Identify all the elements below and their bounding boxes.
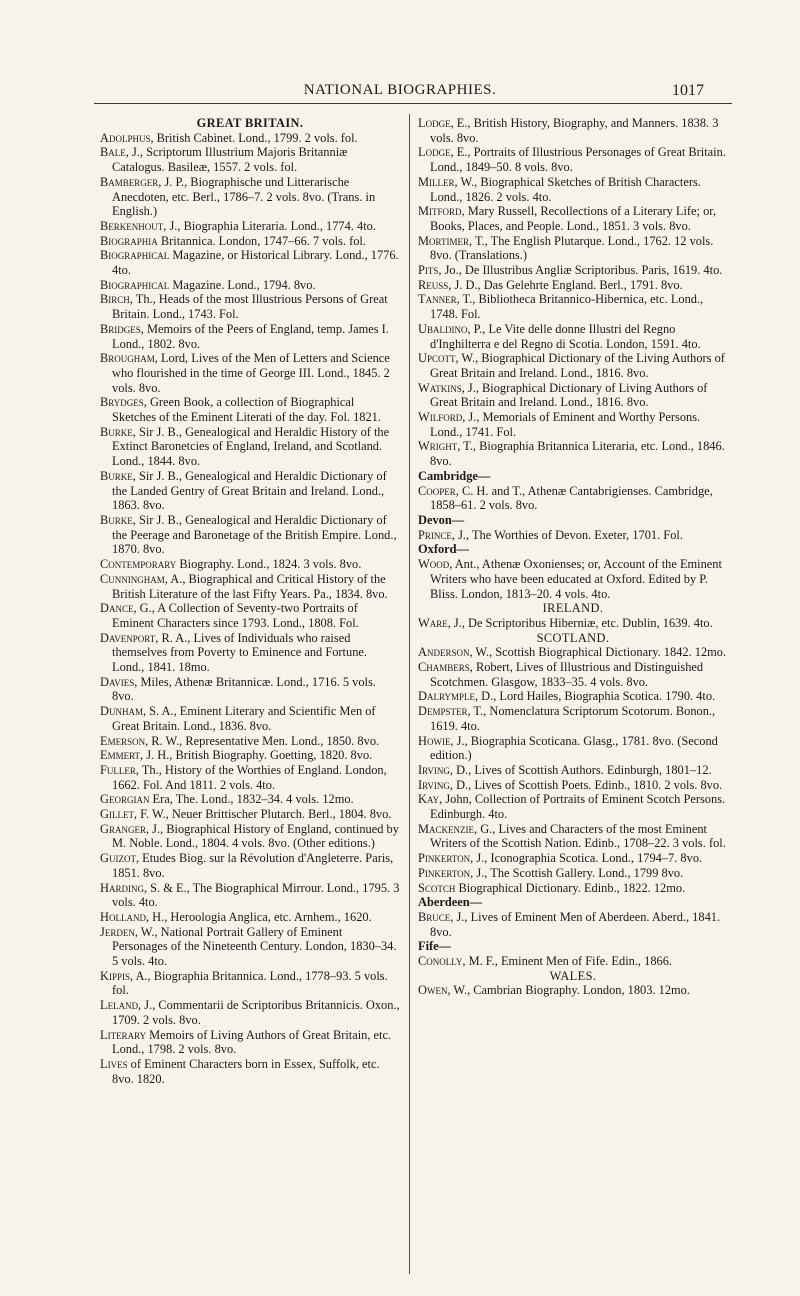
entry-author: Bruce, (418, 909, 454, 924)
subsection-heading: Aberdeen— (418, 895, 483, 910)
entry-text: Th., History of the Worthies of England. London, 1662. Fol. And 1811. 2 vols. 4to. (112, 762, 387, 792)
entry-text: J., Biographical History of England, continued by M. Noble. Lond., 1804. 4 vols. 8vo. (Other editions.) (112, 821, 399, 851)
entry-text: E., British History, Biography, and Manners. 1838. 3 vols. 8vo. (430, 116, 719, 145)
entry-author: Biographia (100, 233, 158, 248)
entry-text: G., Lives and Characters of the most Eminent Writers of the Scottish Nation. Edinb., 1708–22. 3 vols. fol. (430, 821, 726, 851)
entry-text: John, Collection of Portraits of Eminent Scotch Persons. Edinburgh. 4to. (430, 792, 726, 822)
entry-author: Guizot, (100, 851, 140, 866)
entry-author: Burke, (100, 512, 136, 527)
bibliography-entry (100, 748, 400, 763)
entry-text: D., Lives of Scottish Poets. Edinb., 1810. 2 vols. 8vo. (453, 777, 723, 792)
entry-text: J., Scriptorum Illustrium Majoris Britanniæ Catalogus. Basileæ, 1557. 2 vols. fol. (112, 145, 348, 175)
bibliography-entry (100, 557, 400, 572)
entry-author: Conolly, (418, 954, 466, 969)
entry-author: Lodge, (418, 145, 454, 160)
bibliography-entry (418, 910, 728, 939)
entry-author: Wilford, (418, 410, 466, 425)
entry-author: Watkins, (418, 380, 465, 395)
entry-author: Bridges, (100, 321, 144, 336)
entry-text: W., Cambrian Biography. London, 1803. 12mo. (450, 983, 690, 998)
entry-author: Dalrymple, (418, 689, 479, 704)
entry-author: Pinkerton, (418, 865, 474, 880)
entry-author: Burke, (100, 468, 136, 483)
running-title: NATIONAL BIOGRAPHIES. (303, 82, 497, 98)
bibliography-entry (418, 116, 728, 145)
entry-author: Cunningham, (100, 571, 168, 586)
entry-author: Pits, (418, 263, 442, 278)
bibliography-entry (418, 763, 728, 778)
subsection-heading: Oxford— (418, 542, 469, 557)
bibliography-entry (100, 807, 400, 822)
bibliography-entry (418, 410, 728, 439)
entry-author: Mortimer, (418, 233, 473, 248)
entry-text: J., Lives of Eminent Men of Aberdeen. Aberd., 1841. 8vo. (430, 909, 721, 939)
bibliography-entry (100, 395, 400, 424)
entry-author: Contemporary (100, 557, 177, 572)
bibliography-entry (100, 925, 400, 969)
column-divider (409, 114, 410, 1274)
entry-author: Miller, (418, 174, 458, 189)
entry-text: Sir J. B., Genealogical and Heraldic Dictionary of the Peerage and Baronetage of the British Empire. Lond., 1870. 8vo. (112, 512, 397, 557)
right-column (418, 116, 728, 998)
entry-text: J., Memorials of Eminent and Worthy Persons. Lond., 1741. Fol. (430, 410, 701, 439)
header-rule (94, 103, 732, 104)
entry-text: C. H. and T., Athenæ Cantabrigienses. Cambridge, 1858–61. 2 vols. 8vo. (430, 483, 713, 513)
bibliography-entry (418, 557, 728, 601)
bibliography-entry (418, 351, 728, 380)
entry-author: Mitford, (418, 204, 465, 219)
entry-text: J., Commentarii de Scriptoribus Britannicis. Oxon., 1709. 2 vols. 8vo. (112, 998, 400, 1027)
entry-text: T., The English Plutarque. Lond., 1762. 12 vols. 8vo. (Translations.) (430, 233, 714, 263)
entry-text: J., Biographical Dictionary of Living Authors of Great Britain and Ireland. Lond., 1816. 8vo. (430, 380, 708, 410)
entry-author: Dempster, (418, 704, 471, 719)
bibliography-entry (418, 175, 728, 204)
entry-author: Reuss, (418, 277, 452, 292)
entry-text: T., Nomenclatura Scriptorum Scotorum. Bonon., 1619. 4to. (430, 704, 716, 733)
bibliography-entry (418, 322, 728, 351)
entry-text: Sir J. B., Genealogical and Heraldic History of the Extinct Baronetcies of England, Ireland, and Scotland. Lond., 1844. 8vo. (112, 424, 390, 469)
bibliography-entry (418, 263, 728, 278)
entry-text: J., The Worthies of Devon. Exeter, 1701. Fol. (455, 527, 683, 542)
bibliography-entry (100, 351, 400, 395)
entry-text: E., Portraits of Illustrious Personages of Great Britain. Lond., 1849–50. 8 vols. 8vo. (430, 145, 726, 175)
section-heading: IRELAND. (542, 601, 604, 616)
entry-text: S. A., Eminent Literary and Scientific Men of Great Britain. Lond., 1836. 8vo. (112, 704, 376, 733)
entry-text: Biographical Dictionary. Edinb., 1822. 12mo. (455, 880, 686, 895)
entry-text: D., Lord Hailes, Biographia Scotica. 1790. 4to. (478, 689, 716, 704)
bibliography-entry (100, 572, 400, 601)
entry-text: W., Scottish Biographical Dictionary. 1842. 12mo. (472, 645, 727, 660)
entry-text: J. D., Das Gelehrte England. Berl., 1791. 8vo. (451, 277, 683, 292)
entry-author: Berkenhout, (100, 218, 167, 233)
entry-text: Magazine. Lond., 1794. 8vo. (169, 277, 316, 292)
bibliography-entry (100, 704, 400, 733)
entry-author: Owen, (418, 983, 451, 998)
bibliography-entry (418, 881, 728, 896)
entry-text: F. W., Neuer Brittischer Plutarch. Berl., 1804. 8vo. (137, 807, 392, 822)
entry-text: Robert, Lives of Illustrious and Distinguished Scotchmen. Glasgow, 1833–35. 4 vols. 8vo. (430, 660, 704, 689)
entry-author: Adolphus, (100, 130, 154, 145)
bibliography-entry (418, 204, 728, 233)
bibliography-entry (418, 866, 728, 881)
entry-text: Miles, Athenæ Britannicæ. Lond., 1716. 5 vols. 8vo. (112, 674, 376, 704)
bibliography-entry (418, 822, 728, 851)
bibliography-entry (100, 234, 400, 249)
entry-text: J. H., British Biography. Goetting, 1820. 8vo. (143, 748, 373, 763)
bibliography-entry (100, 322, 400, 351)
bibliography-entry (100, 219, 400, 234)
entry-author: Ware, (418, 615, 451, 630)
bibliography-entry (100, 278, 400, 293)
entry-author: Tanner, (418, 292, 460, 307)
bibliography-entry (418, 689, 728, 704)
bibliography-entry (100, 822, 400, 851)
entry-author: Literary (100, 1027, 147, 1042)
bibliography-entry (100, 175, 400, 219)
entry-author: Birch, (100, 292, 133, 307)
entry-author: Harding, (100, 880, 148, 895)
entry-text: Era, The. Lond., 1832–34. 4 vols. 12mo. (149, 792, 354, 807)
entry-author: Jerden, (100, 924, 138, 939)
section-heading: SCOTLAND. (536, 630, 610, 645)
entry-text: Memoirs of the Peers of England, temp. James I. Lond., 1802. 8vo. (112, 321, 389, 351)
bibliography-entry (100, 469, 400, 513)
entry-author: Fuller, (100, 762, 139, 777)
entry-text: T., Biographia Britannica Literaria, etc. Lond., 1846. 8vo. (430, 439, 725, 469)
entry-author: Scotch (418, 880, 456, 895)
bibliography-entry (100, 734, 400, 749)
bibliography-entry (100, 792, 400, 807)
entry-text: Memoirs of Living Authors of Great Britain, etc. Lond., 1798. 2 vols. 8vo. (112, 1027, 392, 1057)
entry-author: Irving, (418, 762, 454, 777)
entry-text: Magazine, or Historical Library. Lond., 1776. 4to. (112, 248, 399, 278)
entry-text: M. F., Eminent Men of Fife. Edin., 1866. (465, 954, 673, 969)
entry-author: Dance, (100, 601, 137, 616)
bibliography-entry (418, 278, 728, 293)
entry-text: R. W., Representative Men. Lond., 1850. 8vo. (148, 733, 380, 748)
bibliography-entry (418, 616, 728, 631)
entry-text: Jo., De Illustribus Angliæ Scriptoribus. Paris, 1619. 4to. (441, 263, 723, 278)
entry-author: Granger, (100, 821, 150, 836)
entry-author: Brydges, (100, 395, 147, 410)
entry-text: British Cabinet. Lond., 1799. 2 vols. fol. (153, 130, 358, 145)
entry-author: Biographical (100, 277, 170, 292)
entry-author: Biographical (100, 248, 170, 263)
entry-text: Mary Russell, Recollections of a Literary Life; or, Books, Places, and People. Lond., 1851. 3 vols. 8vo. (430, 204, 716, 233)
bibliography-entry (418, 145, 728, 174)
entry-author: Davenport, (100, 630, 159, 645)
entry-author: Davies, (100, 674, 138, 689)
entry-text: A., Biographia Britannica. Lond., 1778–93. 5 vols. fol. (112, 968, 388, 998)
bibliography-entry (418, 792, 728, 821)
subsection-heading: Fife— (418, 939, 452, 954)
bibliography-entry (418, 439, 728, 468)
entry-author: Holland, (100, 909, 150, 924)
entry-author: Lodge, (418, 116, 454, 130)
bibliography-entry (100, 998, 400, 1027)
bibliography-entry (418, 851, 728, 866)
entry-text: Green Book, a collection of Biographical Sketches of the Eminent Literati of the day. Fol. 1821. (112, 395, 381, 425)
entry-text: of Eminent Characters born in Essex, Suffolk, etc. 8vo. 1820. (112, 1057, 380, 1086)
entry-text: J., The Scottish Gallery. Lond., 1799 8vo. (473, 865, 684, 880)
entry-text: J., Iconographia Scotica. Lond., 1794–7. 8vo. (473, 851, 703, 866)
entry-author: Georgian (100, 792, 150, 807)
entry-text: T., Bibliotheca Britannico-Hibernica, etc. Lond., 1748. Fol. (430, 292, 704, 322)
entry-text: Biography. Lond., 1824. 3 vols. 8vo. (176, 557, 362, 572)
bibliography-entry (100, 425, 400, 469)
bibliography-entry (100, 145, 400, 174)
entry-text: S. & E., The Biographical Mirrour. Lond., 1795. 3 vols. 4to. (112, 880, 400, 910)
bibliography-entry (418, 381, 728, 410)
bibliography-entry (100, 910, 400, 925)
bibliography-entry (100, 969, 400, 998)
entry-author: Brougham, (100, 351, 158, 366)
entry-text: R. A., Lives of Individuals who raised themselves from Poverty to Eminence and Fortune. Lond., 1841. 18mo. (112, 630, 367, 675)
bibliography-entry (418, 660, 728, 689)
entry-text: A., Biographical and Critical History of the British Literature of the last Fifty Years. Pa., 1834. 8vo. (112, 571, 388, 601)
bibliography-entry (418, 234, 728, 263)
entry-text: J., Biographia Literaria. Lond., 1774. 4to. (166, 218, 376, 233)
entry-author: Chambers, (418, 660, 473, 675)
bibliography-entry (418, 484, 728, 513)
entry-text: W., Biographical Sketches of British Characters. Lond., 1826. 2 vols. 4to. (430, 174, 701, 204)
bibliography-entry (100, 248, 400, 277)
bibliography-entry (418, 704, 728, 733)
bibliography-entry (418, 645, 728, 660)
entry-text: D., Lives of Scottish Authors. Edinburgh, 1801–12. (453, 762, 712, 777)
entry-text: Etudes Biog. sur la Révolution d'Angleterre. Paris, 1851. 8vo. (112, 851, 394, 880)
entry-text: W., Biographical Dictionary of the Living Authors of Great Britain and Ireland. Lond., 1816. 8vo. (430, 351, 725, 380)
bibliography-entry (100, 881, 400, 910)
entry-author: Bale, (100, 145, 129, 160)
page-header (0, 82, 800, 102)
entry-author: Leland, (100, 998, 142, 1013)
entry-author: Cooper, (418, 483, 459, 498)
section-heading: GREAT BRITAIN. (196, 116, 304, 130)
entry-author: Bamberger, (100, 174, 162, 189)
entry-author: Howie, (418, 733, 454, 748)
entry-text: G., A Collection of Seventy-two Portraits of Eminent Characters since 1793. Lond., 1808. Fol. (112, 601, 359, 630)
entry-author: Ubaldino, (418, 321, 471, 336)
entry-author: Irving, (418, 777, 454, 792)
bibliography-entry (418, 734, 728, 763)
bibliography-entry (100, 1028, 400, 1057)
entry-author: Kay, (418, 792, 443, 807)
entry-author: Upcott, (418, 351, 459, 366)
entry-author: Burke, (100, 424, 136, 439)
entry-text: J., De Scriptoribus Hiberniæ, etc. Dublin, 1639. 4to. (450, 615, 713, 630)
bibliography-entry (418, 292, 728, 321)
bibliography-entry (100, 851, 400, 880)
entry-author: Anderson, (418, 645, 473, 660)
entry-text: Britannica. London, 1747–66. 7 vols. fol. (157, 233, 366, 248)
bibliography-entry (418, 983, 728, 998)
entry-text: Lord, Lives of the Men of Letters and Science who flourished in the time of George III. Lond., 1845. 2 vols. 8vo. (112, 351, 390, 395)
entry-text: Sir J. B., Genealogical and Heraldic Dictionary of the Landed Gentry of Great Britain and Ireland. Lond., 1863. 8vo. (112, 468, 387, 513)
bibliography-entry (418, 954, 728, 969)
subsection-heading: Devon— (418, 512, 465, 527)
entry-author: Emmert, (100, 748, 144, 763)
bibliography-entry (100, 1057, 400, 1086)
entry-text: P., Le Vite delle donne Illustri del Regno d'Inghilterra e del Regno di Scotia. London, 1591. 4to. (430, 321, 701, 351)
page-number: 1017 (672, 82, 704, 99)
entry-text: H., Heroologia Anglica, etc. Arnhem., 1620. (149, 909, 372, 924)
entry-author: Gillet, (100, 807, 138, 822)
bibliography-entry (100, 292, 400, 321)
left-column (100, 116, 400, 1086)
bibliography-entry (100, 513, 400, 557)
entry-author: Emerson, (100, 733, 149, 748)
bibliography-entry (418, 528, 728, 543)
bibliography-entry (418, 778, 728, 793)
entry-author: Wright, (418, 439, 461, 454)
entry-text: J. P., Biographische und Litterarische Anecdoten, etc. Berl., 1786–7. 2 vols. 8vo. (Trans. in English.) (112, 174, 376, 219)
entry-text: J., Biographia Scoticana. Glasg., 1781. 8vo. (Second edition.) (430, 733, 718, 763)
section-heading: WALES. (549, 968, 597, 983)
bibliography-entry (100, 631, 400, 675)
entry-author: Pinkerton, (418, 851, 474, 866)
entry-text: Th., Heads of the most Illustrious Persons of Great Britain. Lond., 1743. Fol. (112, 292, 388, 322)
bibliography-entry (100, 763, 400, 792)
entry-author: Prince, (418, 527, 455, 542)
entry-text: W., National Portrait Gallery of Eminent Personages of the Nineteenth Century. London, 1830–34. 5 vols. 4to. (112, 924, 397, 969)
entry-author: Kippis, (100, 968, 134, 983)
bibliography-entry (100, 675, 400, 704)
bibliography-entry (100, 601, 400, 630)
entry-author: Lives (100, 1057, 128, 1071)
entry-author: Dunham, (100, 704, 147, 719)
bibliography-entry (100, 131, 400, 146)
subsection-heading: Cambridge— (418, 468, 491, 483)
entry-author: Wood, (418, 557, 453, 572)
entry-author: Mackenzie, (418, 821, 478, 836)
entry-text: Ant., Athenæ Oxonienses; or, Account of the Eminent Writers who have been educated at Oxford. Edited by P. Bliss. London, 1813–20. 4 vols. 4to. (430, 557, 722, 601)
